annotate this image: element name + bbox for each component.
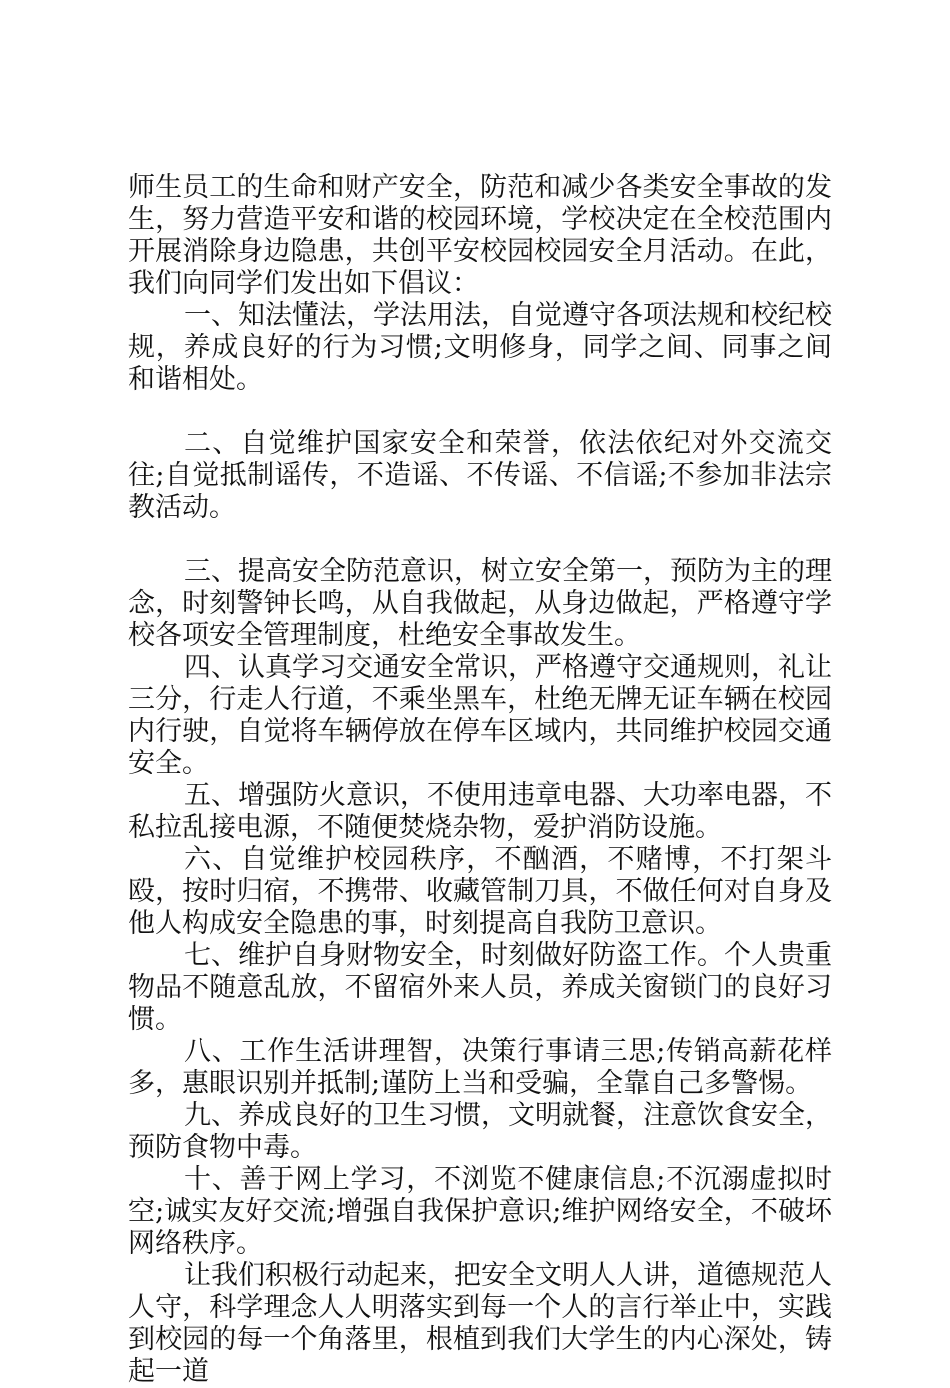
paragraph-item-5: 五、增强防火意识，不使用违章电器、大功率电器，不私拉乱接电源，不随便焚烧杂物，爱护消防设施。 bbox=[128, 780, 832, 843]
document-body bbox=[128, 172, 832, 1388]
paragraph-item-9: 九、养成良好的卫生习惯，文明就餐，注意饮食安全，预防食物中毒。 bbox=[128, 1100, 832, 1163]
paragraph-intro: 师生员工的生命和财产安全，防范和减少各类安全事故的发生，努力营造平安和谐的校园环境，学校决定在全校范围内开展消除身边隐患，共创平安校园校园安全月活动。在此，我们向同学们发出如下倡议： bbox=[128, 172, 832, 299]
paragraph-closing: 让我们积极行动起来，把安全文明人人讲，道德规范人人守，科学理念人人明落实到每一个人的言行举止中，实践到校园的每一个角落里，根植到我们大学生的内心深处，铸起一道 bbox=[128, 1260, 832, 1387]
paragraph-item-10: 十、善于网上学习，不浏览不健康信息;不沉溺虚拟时空;诚实友好交流;增强自我保护意识;维护网络安全，不破坏网络秩序。 bbox=[128, 1164, 832, 1259]
paragraph-item-6: 六、自觉维护校园秩序，不酗酒，不赌博，不打架斗殴，按时归宿，不携带、收藏管制刀具，不做任何对自身及他人构成安全隐患的事，时刻提高自我防卫意识。 bbox=[128, 844, 832, 939]
paragraph-item-7: 七、维护自身财物安全，时刻做好防盗工作。个人贵重物品不随意乱放，不留宿外来人员，养成关窗锁门的良好习惯。 bbox=[128, 940, 832, 1035]
paragraph-item-3: 三、提高安全防范意识，树立安全第一，预防为主的理念，时刻警钟长鸣，从自我做起，从身边做起，严格遵守学校各项安全管理制度，杜绝安全事故发生。 bbox=[128, 556, 832, 651]
paragraph-item-8: 八、工作生活讲理智，决策行事请三思;传销高薪花样多，惠眼识别并抵制;谨防上当和受骗，全靠自己多警惕。 bbox=[128, 1036, 832, 1099]
paragraph-item-2: 二、自觉维护国家安全和荣誉，依法依纪对外交流交往;自觉抵制谣传，不造谣、不传谣、不信谣;不参加非法宗教活动。 bbox=[128, 428, 832, 523]
paragraph-item-4: 四、认真学习交通安全常识，严格遵守交通规则，礼让三分，行走人行道，不乘坐黑车，杜绝无牌无证车辆在校园内行驶，自觉将车辆停放在停车区域内，共同维护校园交通安全。 bbox=[128, 652, 832, 779]
paragraph-item-1: 一、知法懂法，学法用法，自觉遵守各项法规和校纪校规，养成良好的行为习惯;文明修身，同学之间、同事之间和谐相处。 bbox=[128, 300, 832, 395]
